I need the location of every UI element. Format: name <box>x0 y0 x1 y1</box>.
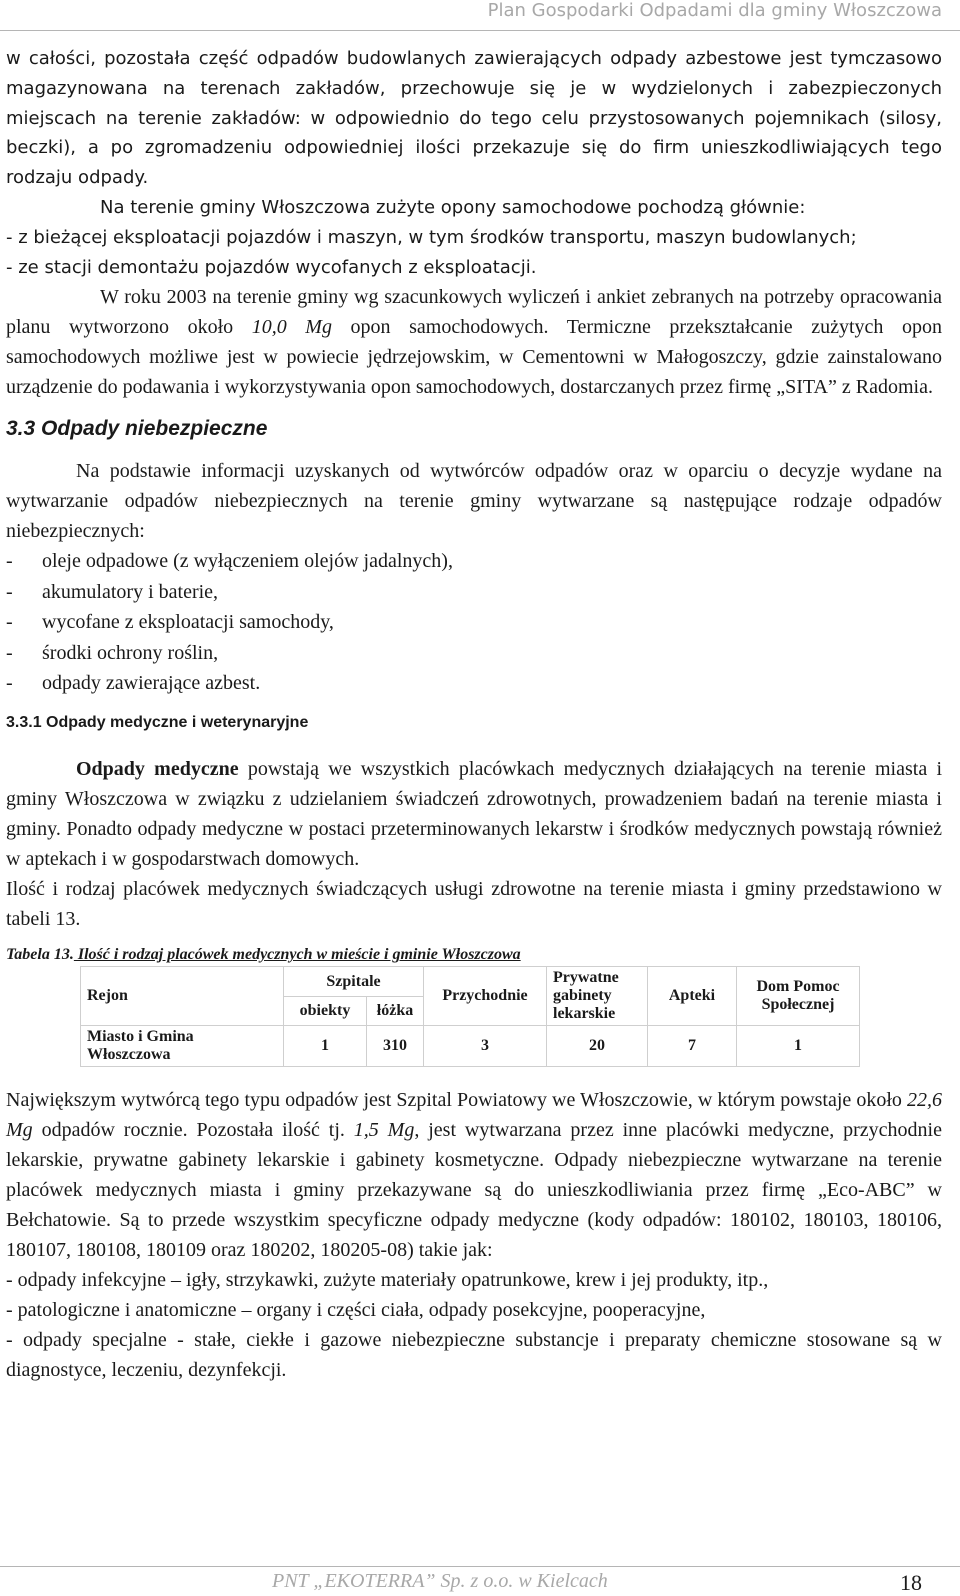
paragraph-tyres-source-2: - ze stacji demontażu pojazdów wycofanych z eksploatacji. <box>6 256 537 278</box>
medical-waste-term: Odpady medyczne <box>76 758 239 781</box>
value-hospital-mass: 22,6 Mg <box>6 1089 942 1142</box>
header-prywatne: Prywatne gabinety lekarskie <box>547 967 648 1026</box>
footer-rule <box>0 1566 960 1567</box>
list-item <box>6 638 942 668</box>
list-dash: - <box>6 580 13 603</box>
paragraph-tyres-source-1: - z bieżącej eksploatacji pojazdów i maszyn, w tym środków transportu, maszyn budowlanych; <box>6 226 857 248</box>
list-item-text: oleje odpadowe (z wyłączeniem olejów jadalnych), <box>42 550 453 573</box>
list-item-text: wycofane z eksploatacji samochody, <box>42 611 334 634</box>
paragraph-tyres-intro: Na terenie gminy Włoszczowa zużyte opony samochodowe pochodzą głównie: <box>100 196 806 218</box>
cell-prywatne: 20 <box>547 1026 648 1067</box>
text-span: opon samochodowych. Termiczne przekształcanie zużytych opon samochodowych możliwe jest w powiecie jędrzejowskim, w Cementowni w Małogoszczy, gdzie zainstalowano urządzenie do podawania i wykorzystywania opon samochodowych, dostarczanych przez firmę „SITA” z Radomia. <box>6 316 942 399</box>
paragraph-hazardous-intro: Na podstawie informacji uzyskanych od wytwórców odpadów oraz w oparciu o decyzje wydane na wytwarzanie odpadów niebezpiecznych na terenie gminy wytwarzane są następujące rodzaje odpadów niebezpiecznych: <box>6 460 942 543</box>
header-szpitale: Szpitale <box>284 967 424 997</box>
paragraph-infectious: - odpady infekcyjne – igły, strzykawki, zużyte materiały opatrunkowe, krew i jej produkty, itp., <box>6 1269 769 1292</box>
list-dash: - <box>6 550 13 573</box>
list-item-text: środki ochrony roślin, <box>42 641 219 664</box>
paragraph-pathological: - patologiczne i anatomiczne – organy i części ciała, odpady posekcyjne, pooperacyjne, <box>6 1299 706 1322</box>
cell-apteki: 7 <box>648 1026 737 1067</box>
table-caption <box>6 944 942 966</box>
value-tyres-mass: 10,0 Mg <box>251 316 332 339</box>
list-item <box>6 668 942 698</box>
header-dom-pomoc: Dom Pomoc Społecznej <box>737 967 860 1026</box>
header-apteki: Apteki <box>648 967 737 1026</box>
list-item <box>6 546 942 576</box>
text-span: Największym wytwórcą tego typu odpadów jest Szpital Powiatowy we Włoszczowie, w którym powstaje około <box>6 1089 907 1112</box>
cell-lozka: 310 <box>367 1026 424 1067</box>
header-rule <box>0 30 960 31</box>
list-dash: - <box>6 672 13 694</box>
text-span: W roku 2003 na terenie gminy wg szacunkowych wyliczeń i ankiet zebranych na potrzeby opracowania planu wytworzono około <box>6 286 942 339</box>
cell-dom-pomoc: 1 <box>737 1026 860 1067</box>
page-number: 18 <box>900 1570 922 1595</box>
running-header: Plan Gospodarki Odpadami dla gminy Włoszczowa <box>487 0 942 21</box>
medical-facilities-table <box>80 966 860 1067</box>
cell-obiekty: 1 <box>284 1026 367 1067</box>
header-lozka: łóżka <box>367 996 424 1026</box>
paragraph-table-ref: Ilość i rodzaj placówek medycznych świadczących usługi zdrowotne na terenie miasta i gminy przedstawiono w tabeli 13. <box>6 878 942 931</box>
table-row <box>81 1026 860 1067</box>
table-header-row <box>81 967 860 997</box>
list-item <box>6 607 942 637</box>
cell-przychodnie: 3 <box>424 1026 547 1067</box>
paragraph-medical-waste <box>6 754 942 874</box>
paragraph-special: - odpady specjalne - stałe, ciekłe i gazowe niebezpieczne substancje i preparaty chemiczne stosowane są w diagnostyce, leczeniu, dezynfekcji. <box>6 1329 942 1382</box>
list-item-text: odpady zawierające azbest. <box>42 672 261 694</box>
text-span: , jest wytwarzana przez inne placówki medyczne, przychodnie lekarskie, prywatne gabinety lekarskie i gabinety kosmetyczne. Odpady niebezpieczne wytwarzane na terenie placówek medycznych miasta i gminy przekazywane są do unieszkodliwiania przez firmę „Eco-ABC” w Bełchatowie. Są to przede wszystkim specyficzne odpady medyczne (kody odpadów: 180102, 180103, 180106, 180107, 180108, 180109 oraz 180202, 180205-08) takie jak: <box>6 1119 942 1262</box>
list-dash: - <box>6 611 13 634</box>
paragraph-asbestos: w całości, pozostała część odpadów budowlanych zawierających odpady azbestowe jest tymczasowo magazynowana na terenach zakładów, przechowuje się je w wydzielonych i zabezpieczonych miejscach na terenie zakładów: w odpowiednio do tego celu przystosowanych pojemnikach (silosy, beczki), a po zgromadzeniu odpowiedniej ilości przekazuje się do firm unieszkodliwiających tego rodzaju odpady. <box>6 48 942 189</box>
paragraph-hospital <box>6 1085 942 1265</box>
table-caption-label: Tabela 13. <box>6 946 74 964</box>
header-rejon: Rejon <box>81 967 284 1026</box>
header-przychodnie: Przychodnie <box>424 967 547 1026</box>
list-item-text: akumulatory i baterie, <box>42 580 219 603</box>
paragraph-tyres-2003 <box>6 282 942 402</box>
page-content <box>6 44 942 1385</box>
text-span: odpadów rocznie. Pozostała ilość tj. <box>32 1119 354 1142</box>
hazardous-waste-list <box>6 546 942 698</box>
footer-company: PNT „EKOTERRA” Sp. z o.o. w Kielcach <box>272 1570 608 1592</box>
value-other-mass: 1,5 Mg <box>353 1119 415 1142</box>
subsection-heading: 3.3.1 Odpady medyczne i weterynaryjne <box>6 714 309 732</box>
cell-rejon: Miasto i Gmina Włoszczowa <box>81 1026 284 1067</box>
header-obiekty: obiekty <box>284 996 367 1026</box>
list-dash: - <box>6 641 13 664</box>
list-item <box>6 577 942 607</box>
section-heading: 3.3 Odpady niebezpieczne <box>6 417 268 441</box>
text-span: powstają we wszystkich placówkach medycznych działających na terenie miasta i gminy Włoszczowa w związku z udzielaniem świadczeń zdrowotnych, prowadzeniem badań na terenie miasta i gminy. Ponadto odpady medyczne w postaci przeterminowanych lekarstw i środków medycznych powstają również w aptekach i w gospodarstwach domowych. <box>6 758 943 871</box>
table-caption-text: Ilość i rodzaj placówek medycznych w mieście i gminie Włoszczowa <box>73 946 521 964</box>
